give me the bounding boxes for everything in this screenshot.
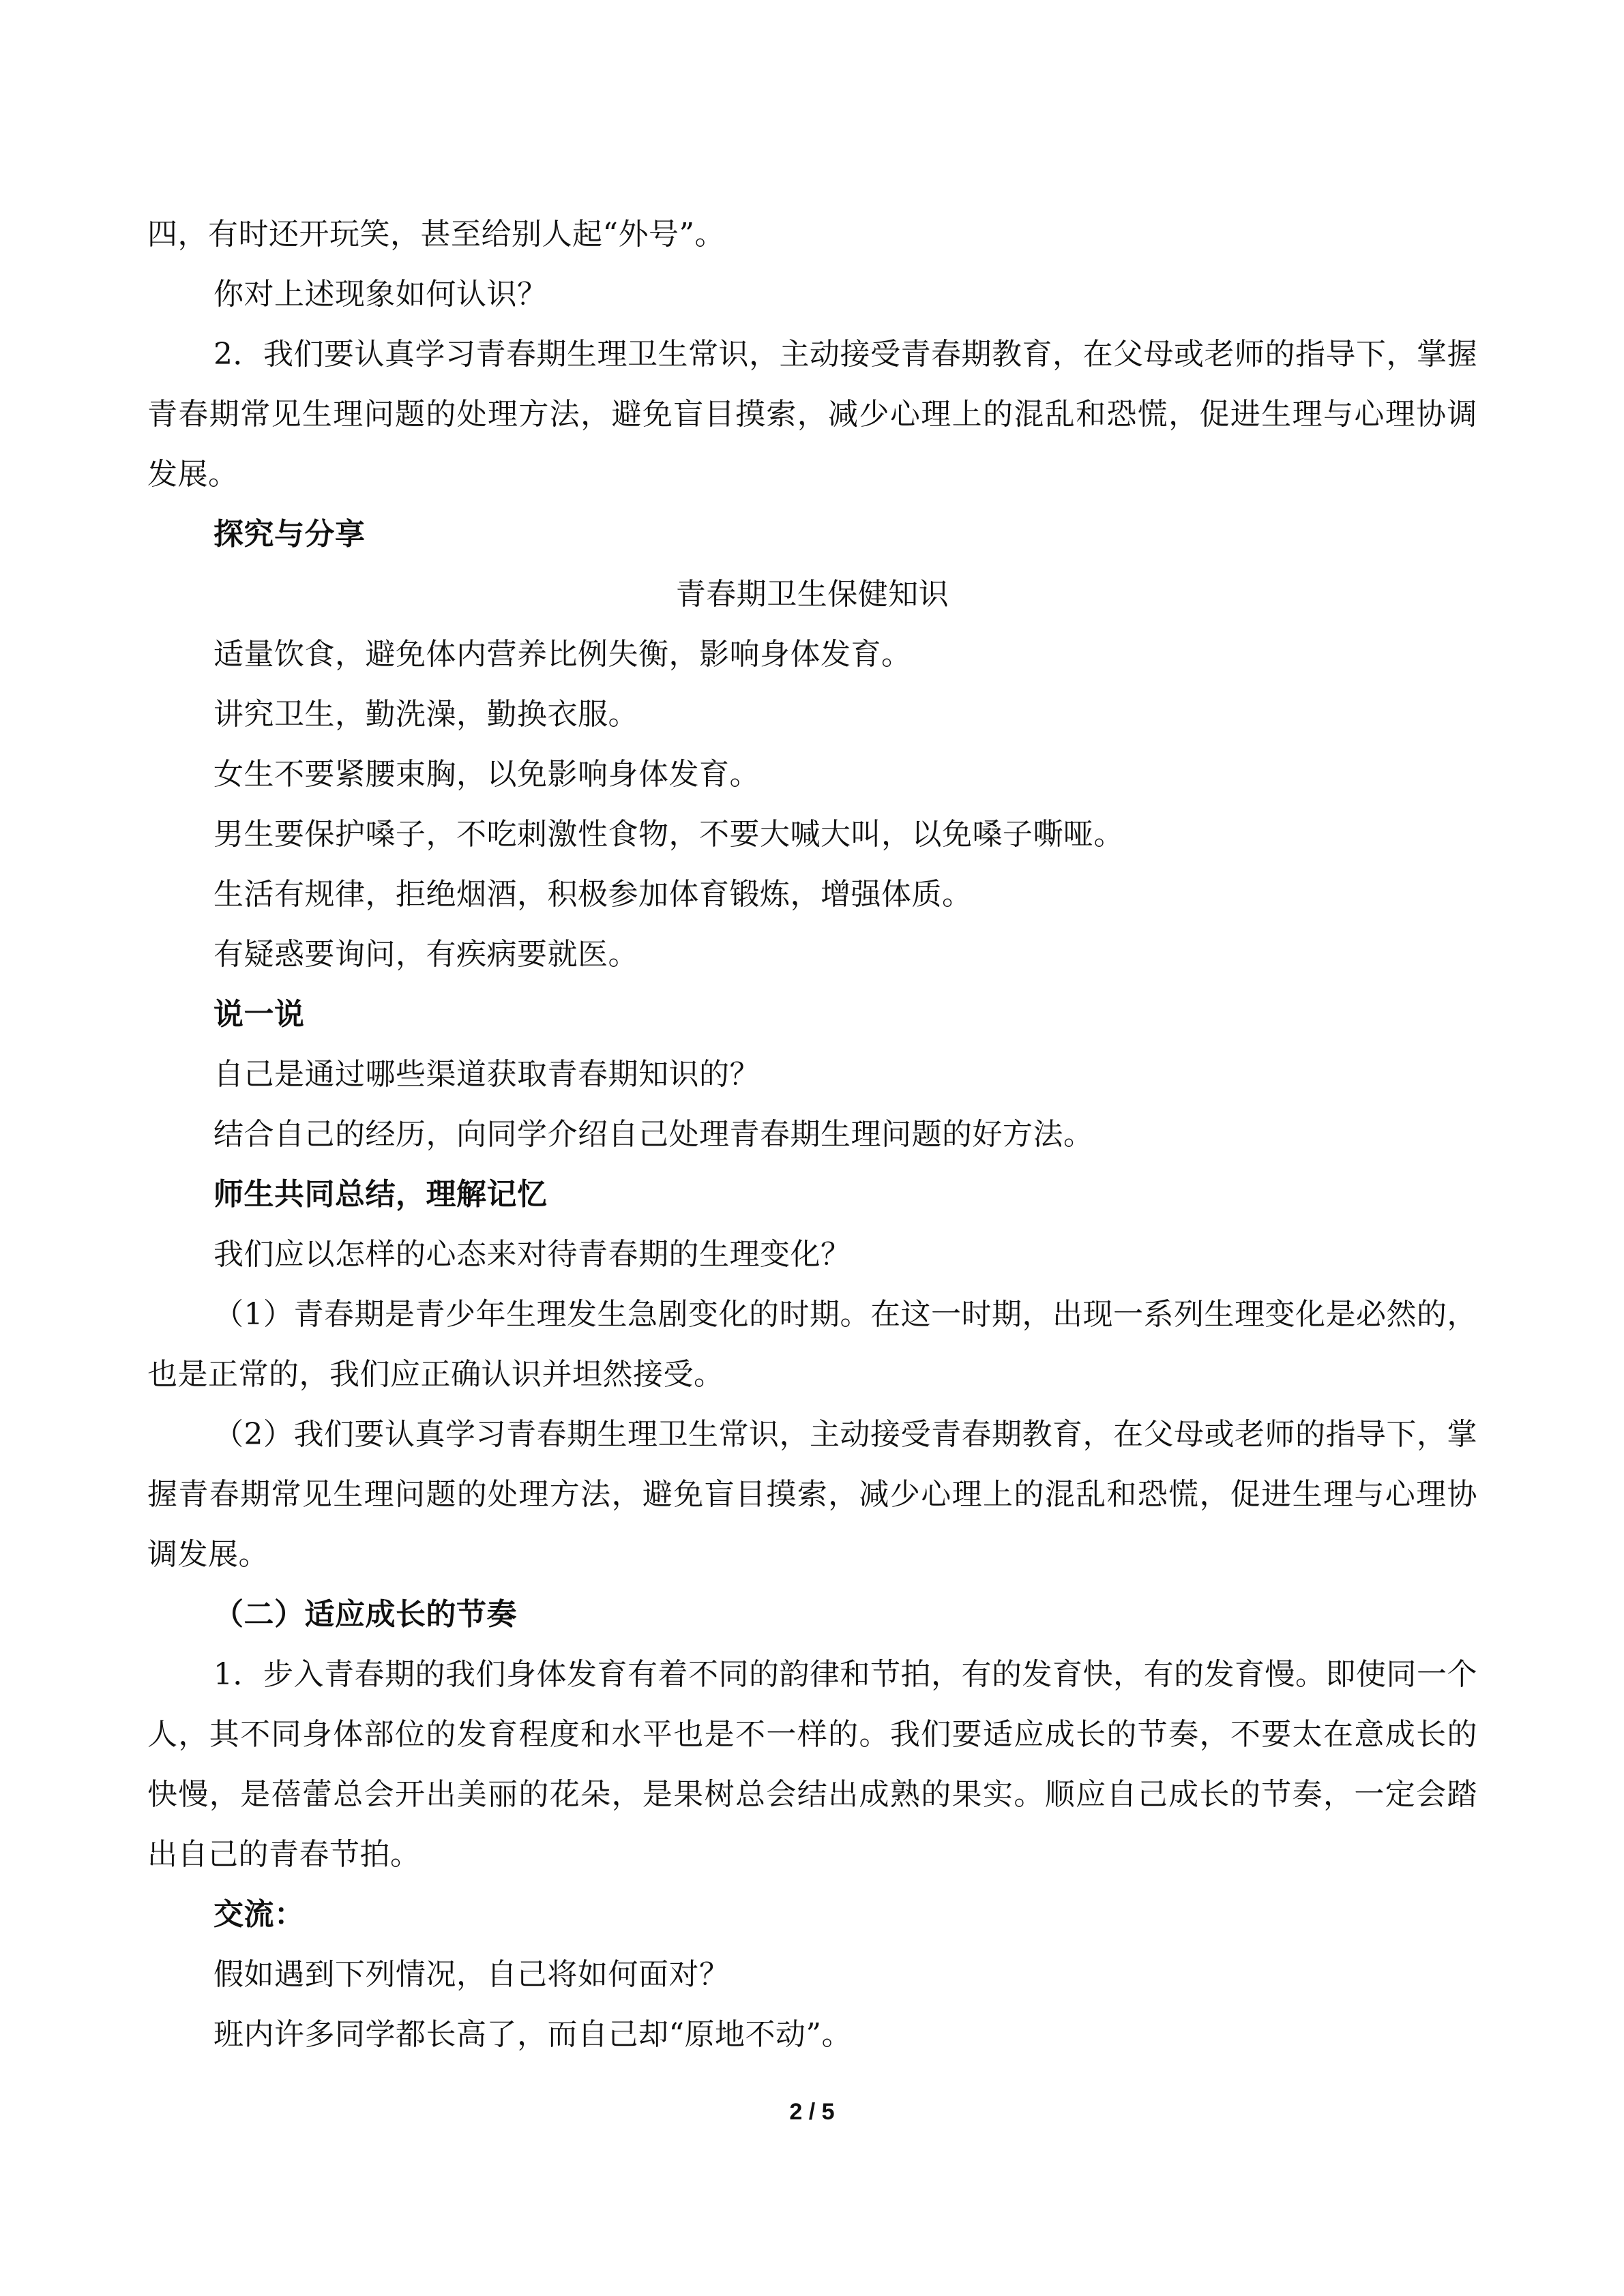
paragraph: （2）我们要认真学习青春期生理卫生常识，主动接受青春期教育，在父母或老师的指导下，掌握青春期常见生理问题的处理方法，避免盲目摸索，减少心理上的混乱和恐慌，促进生理与心理协调发展。 bbox=[147, 1417, 1477, 1572]
list-item: 讲究卫生，勤洗澡，勤换衣服。 bbox=[213, 697, 638, 732]
list-item: 男生要保护嗓子，不吃刺激性食物，不要大喊大叫，以免嗓子嘶哑。 bbox=[213, 817, 1124, 852]
page-number: 2 / 5 bbox=[789, 2099, 835, 2125]
section-heading: 师生共同总结，理解记忆 bbox=[213, 1177, 548, 1212]
list-item: 有疑惑要询问，有疾病要就医。 bbox=[213, 937, 638, 972]
paragraph-continuation: 四，有时还开玩笑，甚至给别人起“外号”。 bbox=[147, 217, 725, 252]
section-heading: （二）适应成长的节奏 bbox=[213, 1597, 517, 1632]
question-line: 自己是通过哪些渠道获取青春期知识的？ bbox=[213, 1057, 760, 1092]
paragraph: （1）青春期是青少年生理发生急剧变化的时期。在这一时期，出现一系列生理变化是必然的，也是正常的，我们应正确认识并坦然接受。 bbox=[147, 1297, 1477, 1392]
section-heading: 交流： bbox=[213, 1897, 305, 1932]
subsection-title: 青春期卫生保健知识 bbox=[675, 577, 949, 612]
question-line: 我们应以怎样的心态来对待青春期的生理变化？ bbox=[213, 1237, 851, 1272]
list-item: 生活有规律，拒绝烟酒，积极参加体育锻炼，增强体质。 bbox=[213, 877, 973, 912]
question-line: 假如遇到下列情况，自己将如何面对？ bbox=[213, 1957, 730, 1992]
question-line: 班内许多同学都长高了，而自己却“原地不动”。 bbox=[213, 2017, 852, 2052]
list-item: 女生不要紧腰束胸，以免影响身体发育。 bbox=[213, 757, 760, 792]
paragraph: 2．我们要认真学习青春期生理卫生常识，主动接受青春期教育，在父母或老师的指导下，掌握青春期常见生理问题的处理方法，避免盲目摸索，减少心理上的混乱和恐慌，促进生理与心理协调发展。 bbox=[147, 337, 1477, 492]
document-body bbox=[147, 205, 1477, 2065]
section-heading: 探究与分享 bbox=[213, 517, 366, 552]
question-line: 结合自己的经历，向同学介绍自己处理青春期生理问题的好方法。 bbox=[213, 1117, 1094, 1152]
list-item: 适量饮食，避免体内营养比例失衡，影响身体发育。 bbox=[213, 637, 912, 672]
question-line: 你对上述现象如何认识？ bbox=[213, 277, 548, 312]
paragraph: 1．步入青春期的我们身体发育有着不同的韵律和节拍，有的发育快，有的发育慢。即使同一个人，其不同身体部位的发育程度和水平也是不一样的。我们要适应成长的节奏，不要太在意成长的快慢，是蓓蕾总会开出美丽的花朵，是果树总会结出成熟的果实。顺应自己成长的节奏，一定会踏出自己的青春节拍。 bbox=[147, 1657, 1477, 1872]
section-heading: 说一说 bbox=[213, 997, 305, 1032]
